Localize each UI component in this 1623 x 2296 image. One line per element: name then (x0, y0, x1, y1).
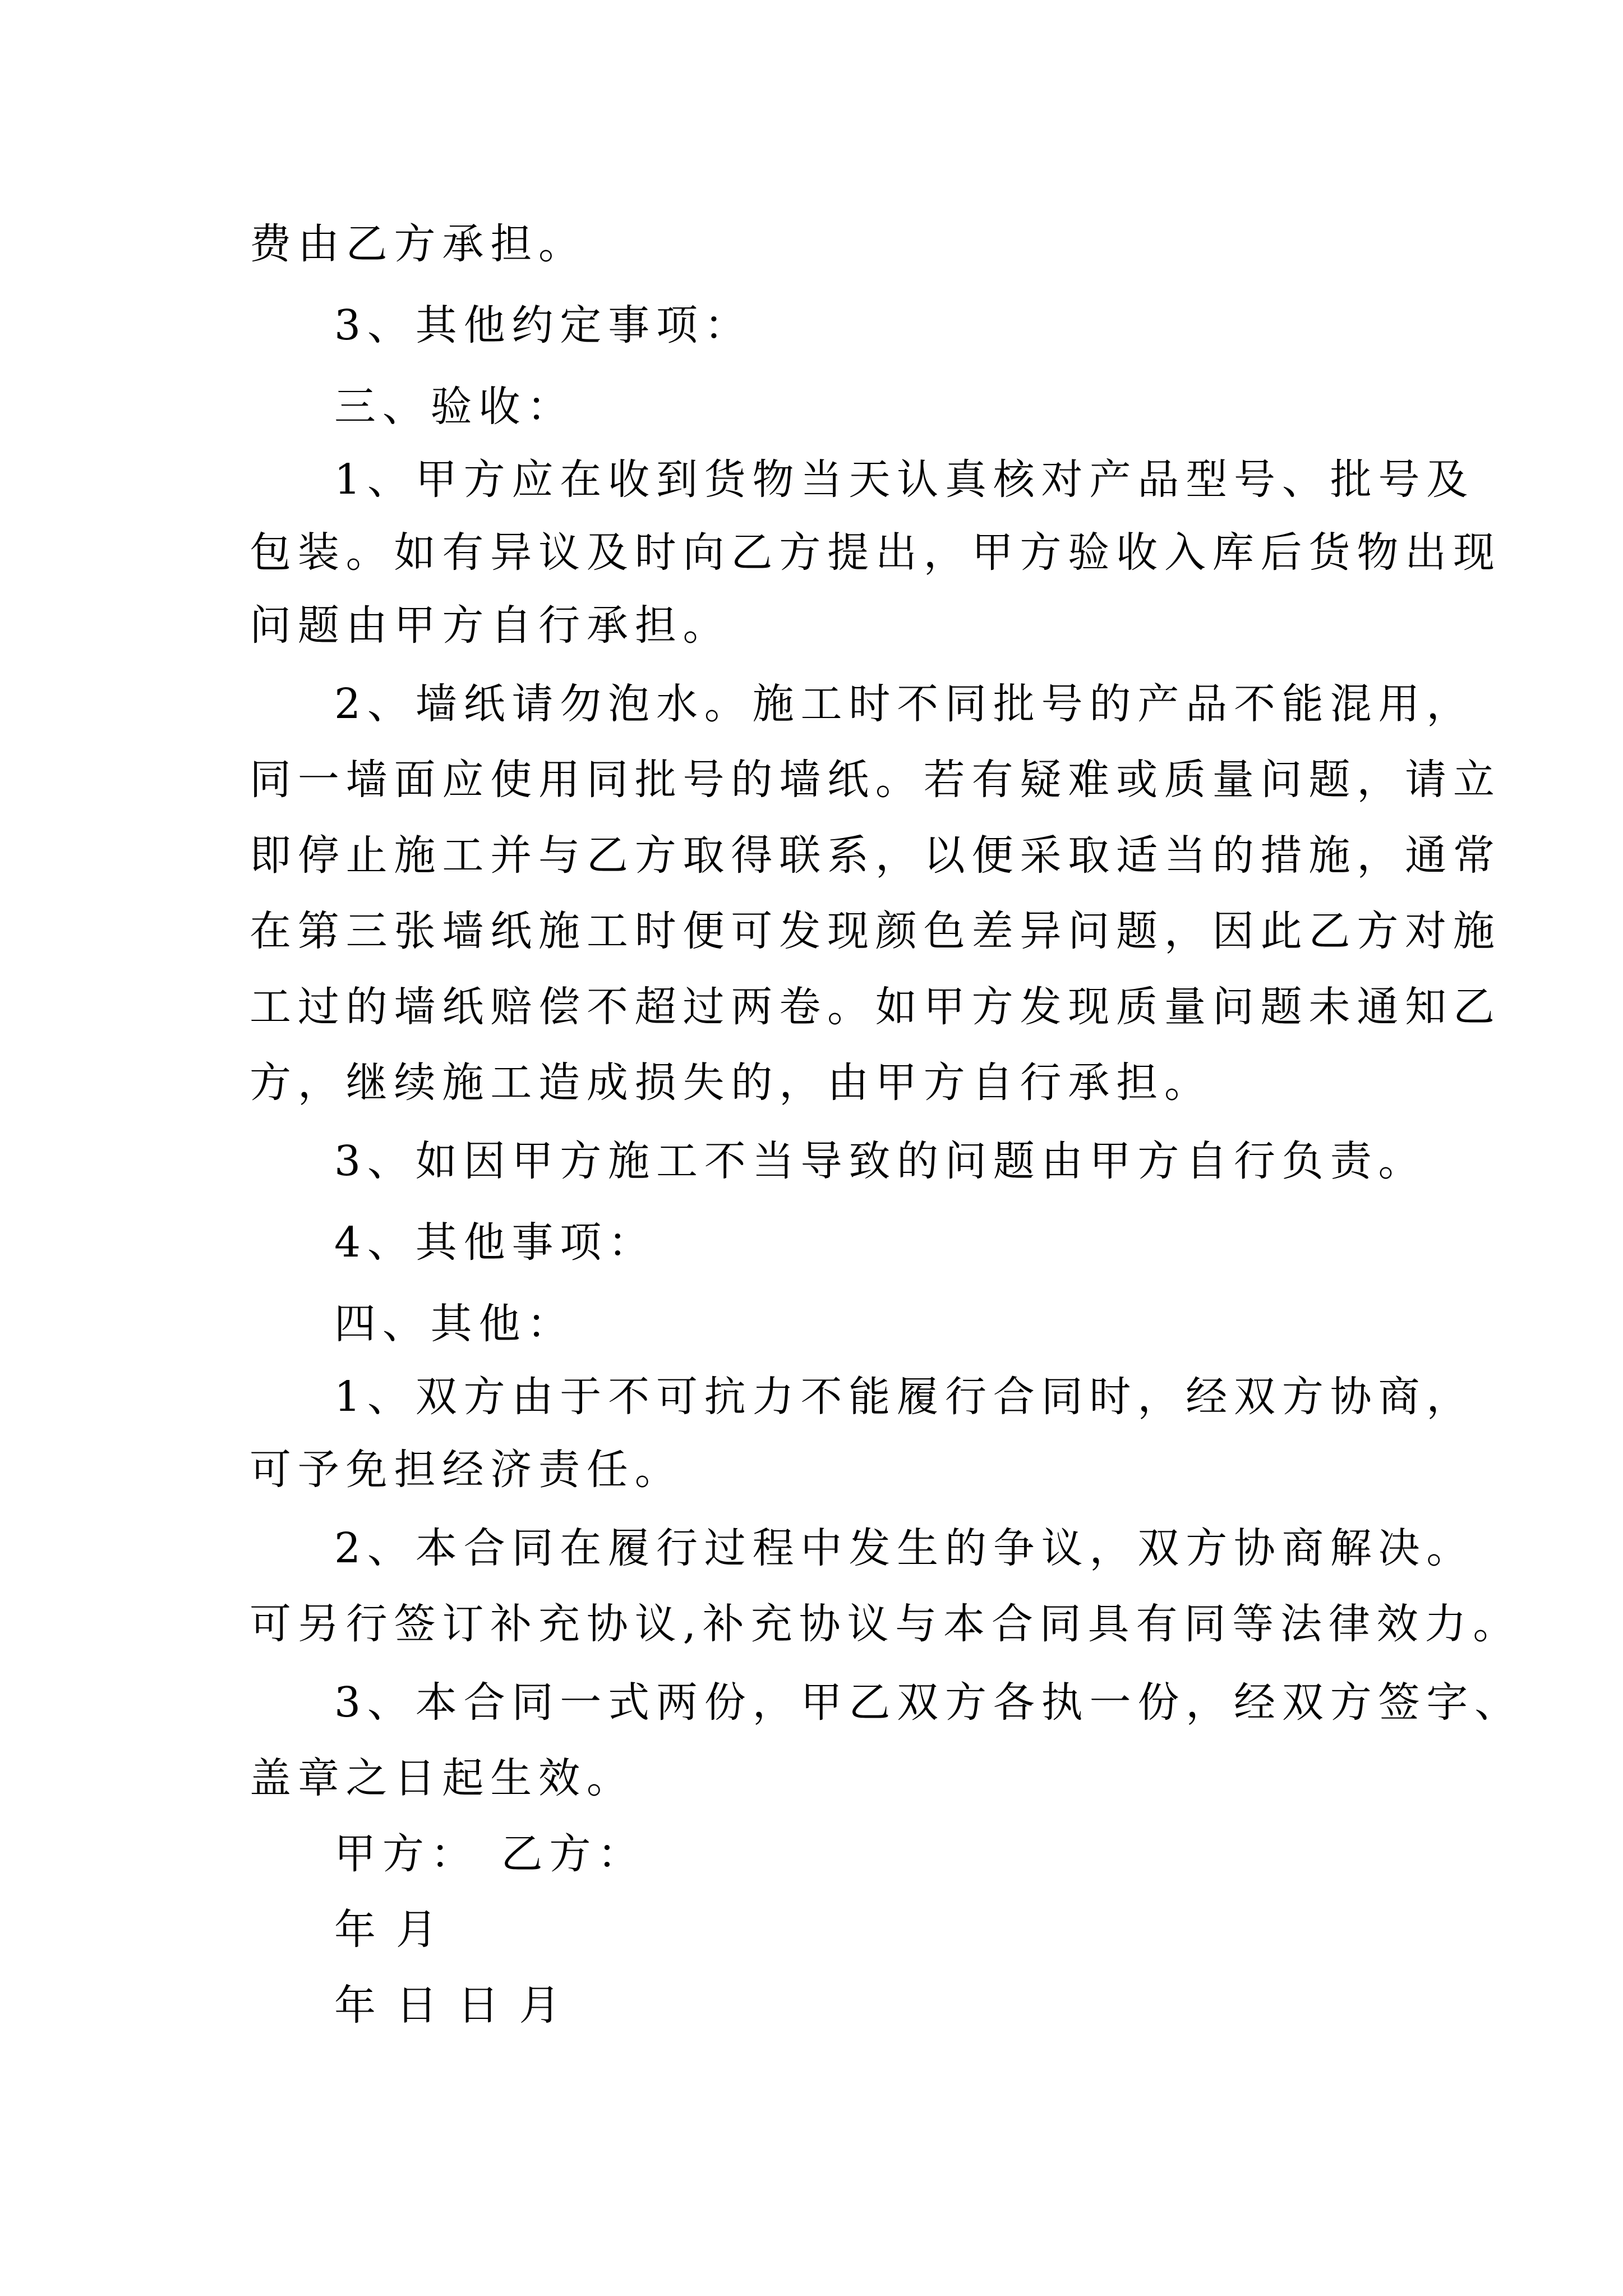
text-line: 3、本合同一式两份，甲乙双方各执一份，经双方签字、 (334, 1678, 1523, 1727)
text-line: 即停止施工并与乙方取得联系，以便采取适当的措施，通常 (250, 831, 1501, 880)
text-line: 在第三张墙纸施工时便可发现颜色差异问题，因此乙方对施 (250, 907, 1501, 955)
text-line: 同一墙面应使用同批号的墙纸。若有疑难或质量问题，请立 (250, 756, 1501, 804)
text-line: 可另行签订补充协议,补充协议与本合同具有同等法律效力。 (250, 1600, 1521, 1648)
text-line: 费由乙方承担。 (250, 220, 587, 268)
month-label: 月 (519, 1981, 568, 2030)
clause-heading: 4、其他事项： (334, 1218, 656, 1267)
section-heading: 三、验收： (334, 383, 575, 431)
date-line-2 (334, 1977, 567, 2033)
text-line: 2、本合同在履行过程中发生的争议，双方协商解决。 (334, 1524, 1475, 1572)
month-label: 月 (395, 1906, 444, 1954)
text-line: 包装。如有异议及时向乙方提出，甲方验收入库后货物出现 (250, 528, 1501, 577)
text-line: 1、甲方应在收到货物当天认真核对产品型号、批号及 (334, 455, 1475, 504)
text-line: 方，继续施工造成损失的，由甲方自行承担。 (250, 1059, 1212, 1107)
year-label: 年 (334, 1906, 382, 1954)
text-line: 工过的墙纸赔偿不超过两卷。如甲方发现质量问题未通知乙 (250, 983, 1501, 1031)
text-line: 可予免担经济责任。 (250, 1446, 683, 1494)
day-label: 日 (395, 1981, 444, 2030)
text-line: 2、墙纸请勿泡水。施工时不同批号的产品不能混用， (334, 680, 1475, 728)
year-label: 年 (334, 1981, 382, 2030)
text-line: 1、双方由于不可抗力不能履行合同时，经双方协商， (334, 1373, 1475, 1421)
party-b-label: 乙方： (501, 1830, 646, 1878)
date-line-1 (334, 1902, 444, 1958)
text-line: 问题由甲方自行承担。 (250, 601, 731, 650)
day-label: 日 (457, 1981, 506, 2030)
text-line: 盖章之日起生效。 (250, 1754, 635, 1802)
signature-parties (334, 1826, 645, 1882)
section-heading: 四、其他： (334, 1300, 575, 1348)
clause-heading: 3、其他约定事项： (334, 301, 753, 349)
text-line: 3、如因甲方施工不当导致的问题由甲方自行负责。 (334, 1137, 1427, 1185)
party-a-label: 甲方： (334, 1830, 479, 1878)
